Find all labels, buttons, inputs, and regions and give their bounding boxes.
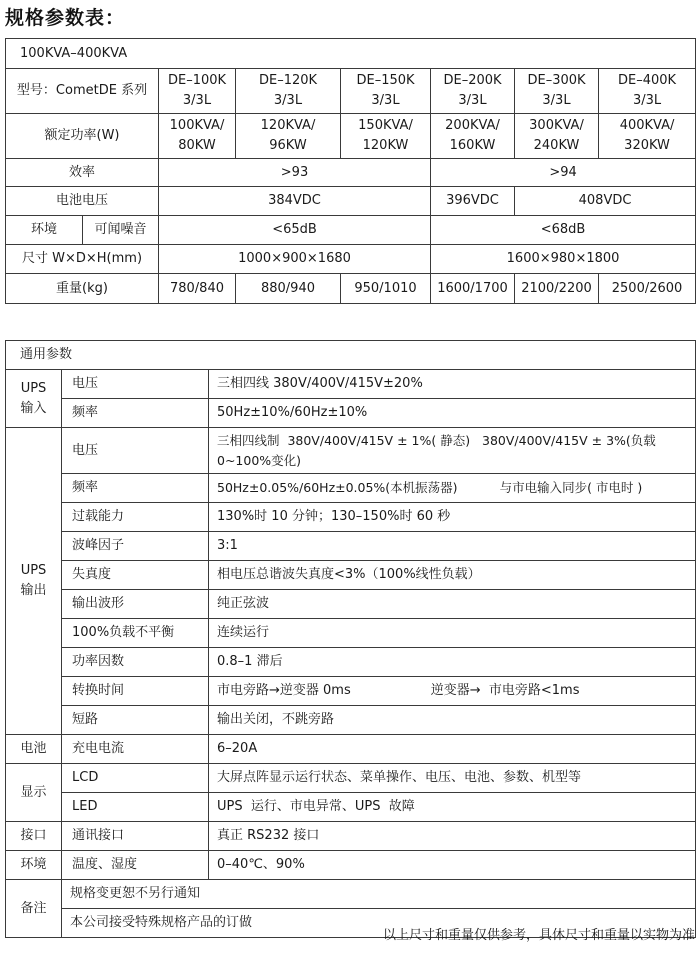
power-kva: 150KVA/ xyxy=(358,118,413,133)
spec-table xyxy=(5,38,696,304)
model-variant: 3/3L xyxy=(542,93,571,108)
rated-power-cell xyxy=(341,114,431,159)
model-cell xyxy=(431,69,515,114)
power-kva: 400KVA/ xyxy=(619,118,675,133)
param-name: 频率 xyxy=(62,474,209,503)
general-table xyxy=(5,340,696,938)
noise-value: <68dB xyxy=(431,216,696,245)
param-name: 电压 xyxy=(62,370,209,399)
rated-power-cell xyxy=(515,114,599,159)
param-name: 短路 xyxy=(62,706,209,735)
model-row xyxy=(6,69,696,114)
interface-label: 接口 xyxy=(6,822,62,851)
rated-power-label: 额定功率(W) xyxy=(6,114,159,159)
param-name: 失真度 xyxy=(62,561,209,590)
rated-power-cell xyxy=(431,114,515,159)
environment-label: 环境 xyxy=(6,216,83,245)
battery-voltage-value: 384VDC xyxy=(159,187,431,216)
display-label: 显示 xyxy=(6,764,62,822)
param-name: 电压 xyxy=(62,428,209,474)
param-name: 100%负载不平衡 xyxy=(62,619,209,648)
rated-power-cell xyxy=(159,114,236,159)
model-name: DE–200K xyxy=(443,73,502,88)
weight-value: 2100/2200 xyxy=(515,274,599,304)
table-row xyxy=(6,399,696,428)
power-kw: 240KW xyxy=(533,138,580,153)
ups-input-label xyxy=(6,370,62,428)
table-row xyxy=(6,677,696,706)
param-value: 6–20A xyxy=(209,735,696,764)
battery-voltage-label: 电池电压 xyxy=(6,187,159,216)
label-line: 输入 xyxy=(20,400,47,416)
noise-row xyxy=(6,216,696,245)
param-name: 过载能力 xyxy=(62,503,209,532)
param-value: 0–40℃、90% xyxy=(209,851,696,880)
efficiency-label: 效率 xyxy=(6,159,159,187)
param-value: 相电压总谐波失真度<3%（100%线性负载） xyxy=(209,561,696,590)
param-value: 真正 RS232 接口 xyxy=(209,822,696,851)
environment-label: 环境 xyxy=(6,851,62,880)
noise-value: <65dB xyxy=(159,216,431,245)
table-row xyxy=(6,880,696,909)
param-name: 通讯接口 xyxy=(62,822,209,851)
model-variant: 3/3L xyxy=(371,93,400,108)
param-value: 纯正弦波 xyxy=(209,590,696,619)
param-name: 温度、湿度 xyxy=(62,851,209,880)
power-kw: 80KW xyxy=(178,138,216,153)
weight-value: 1600/1700 xyxy=(431,274,515,304)
param-value: 连续运行 xyxy=(209,619,696,648)
power-kw: 160KW xyxy=(449,138,496,153)
table-row xyxy=(6,735,696,764)
param-value: UPS 运行、市电异常、UPS 故障 xyxy=(209,793,696,822)
model-variant: 3/3L xyxy=(458,93,487,108)
model-label: 型号：CometDE 系列 xyxy=(6,69,159,114)
size-row xyxy=(6,245,696,274)
param-value xyxy=(209,677,696,706)
table-row xyxy=(6,822,696,851)
battery-voltage-value: 396VDC xyxy=(431,187,515,216)
param-name: 输出波形 xyxy=(62,590,209,619)
param-name: LED xyxy=(62,793,209,822)
label-line: UPS xyxy=(20,563,47,578)
param-name: 转换时间 xyxy=(62,677,209,706)
value-part: 逆变器→ 市电旁路<1ms xyxy=(430,683,580,698)
table-row xyxy=(6,370,696,399)
weight-value: 2500/2600 xyxy=(599,274,696,304)
remarks-label: 备注 xyxy=(6,880,62,938)
weight-value: 880/940 xyxy=(236,274,341,304)
general-header-row xyxy=(6,341,696,370)
weight-row xyxy=(6,274,696,304)
model-name: DE–120K xyxy=(258,73,318,88)
value-line: 0~100%变化) xyxy=(217,452,302,468)
rated-power-cell xyxy=(236,114,341,159)
weight-label: 重量(kg) xyxy=(6,274,159,304)
table-row xyxy=(6,561,696,590)
model-cell xyxy=(599,69,696,114)
size-value: 1000×900×1680 xyxy=(159,245,431,274)
efficiency-row xyxy=(6,159,696,187)
power-kva: 120KVA/ xyxy=(260,118,316,133)
table-row xyxy=(6,428,696,474)
power-kva: 100KVA/ xyxy=(169,118,225,133)
value-line: 三相四线制 380V/400V/415V ± 1%( 静态) 380V/400V/415V ± 3%(负载 xyxy=(217,432,656,448)
size-value: 1600×980×1800 xyxy=(431,245,696,274)
param-value: 三相四线 380V/400V/415V±20% xyxy=(209,370,696,399)
model-variant: 3/3L xyxy=(632,93,662,108)
table-row xyxy=(6,532,696,561)
rated-power-cell xyxy=(599,114,696,159)
param-value xyxy=(209,428,696,474)
page-title: 规格参数表： xyxy=(5,7,126,29)
remark-text: 本公司接受特殊规格产品的订做 xyxy=(62,909,696,938)
power-kva: 200KVA/ xyxy=(445,118,500,133)
model-name: DE–150K xyxy=(356,73,415,88)
param-value: 130%时 10 分钟；130–150%时 60 秒 xyxy=(209,503,696,532)
weight-value: 950/1010 xyxy=(341,274,431,304)
size-label: 尺寸 W×D×H(mm) xyxy=(6,245,159,274)
model-cell xyxy=(341,69,431,114)
table-row xyxy=(6,706,696,735)
ups-output-label xyxy=(6,428,62,735)
table-row xyxy=(6,793,696,822)
param-value: 大屏点阵显示运行状态、菜单操作、电压、电池、参数、机型等 xyxy=(209,764,696,793)
model-cell xyxy=(159,69,236,114)
param-value: 50Hz±10%/60Hz±10% xyxy=(209,399,696,428)
weight-value: 780/840 xyxy=(159,274,236,304)
model-cell xyxy=(236,69,341,114)
range-row xyxy=(6,39,696,69)
param-value xyxy=(209,474,696,503)
model-name: DE–100K xyxy=(167,73,227,88)
battery-label: 电池 xyxy=(6,735,62,764)
remark-text: 规格变更恕不另行通知 xyxy=(62,880,696,909)
label-line: 输出 xyxy=(20,583,47,598)
table-row xyxy=(6,474,696,503)
table-row xyxy=(6,503,696,532)
table-row xyxy=(6,619,696,648)
param-name: 频率 xyxy=(62,399,209,428)
table-row xyxy=(6,764,696,793)
table-row xyxy=(6,648,696,677)
general-header: 通用参数 xyxy=(6,341,696,370)
param-value: 0.8–1 滞后 xyxy=(209,648,696,677)
model-cell xyxy=(515,69,599,114)
param-name: 充电电流 xyxy=(62,735,209,764)
power-kva: 300KVA/ xyxy=(529,118,584,133)
noise-label: 可闻噪音 xyxy=(83,216,159,245)
table-row xyxy=(6,851,696,880)
param-name: 功率因数 xyxy=(62,648,209,677)
model-variant: 3/3L xyxy=(273,93,303,108)
range-label: 100KVA–400KVA xyxy=(6,39,696,69)
power-kw: 96KW xyxy=(269,138,307,153)
model-variant: 3/3L xyxy=(182,93,212,108)
param-name: LCD xyxy=(62,764,209,793)
rated-power-row xyxy=(6,114,696,159)
footnote: 以上尺寸和重量仅供参考，具休尺寸和重量以实物为准 xyxy=(382,928,695,943)
efficiency-value: >93 xyxy=(159,159,431,187)
battery-voltage-value: 408VDC xyxy=(515,187,696,216)
power-kw: 120KW xyxy=(362,138,409,153)
model-name: DE–300K xyxy=(527,73,586,88)
value-part: 与市电输入同步( 市电时 ) xyxy=(499,480,643,495)
param-name: 波峰因子 xyxy=(62,532,209,561)
param-value: 输出关闭，不跳旁路 xyxy=(209,706,696,735)
param-value: 3:1 xyxy=(209,532,696,561)
model-name: DE–400K xyxy=(618,73,677,88)
table-row xyxy=(6,590,696,619)
value-part: 50Hz±0.05%/60Hz±0.05%(本机振荡器) xyxy=(217,480,458,495)
label-line: UPS xyxy=(20,380,47,396)
value-part: 市电旁路→逆变器 0ms xyxy=(217,683,351,698)
efficiency-value: >94 xyxy=(431,159,696,187)
battery-voltage-row xyxy=(6,187,696,216)
power-kw: 320KW xyxy=(624,138,670,153)
